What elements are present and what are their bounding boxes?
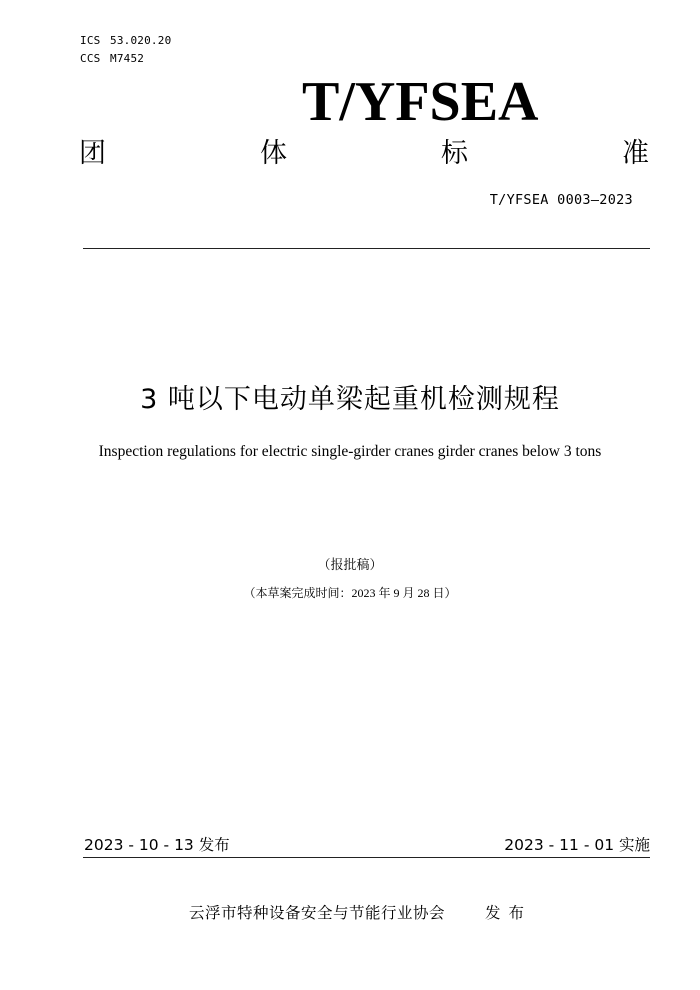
- standard-type-char: 体: [260, 138, 287, 169]
- ics-value: 53.020.20: [110, 34, 172, 47]
- publish-date: 2023 - 10 - 13 发布: [84, 836, 230, 854]
- ccs-label: CCS: [80, 52, 101, 65]
- ics-line: [80, 34, 171, 48]
- draft-completion-date: （本草案完成时间：2023 年 9 月 28 日）: [243, 586, 457, 600]
- standard-type-row: [79, 136, 649, 172]
- top-divider: [83, 248, 650, 249]
- document-title-english: Inspection regulations for electric single-girder cranes girder cranes below 3 tons: [98, 443, 602, 460]
- standard-code: T/YFSEA 0003—2023: [489, 192, 633, 208]
- ccs-value: M7452: [110, 52, 145, 65]
- publish-label: 发布: [485, 904, 533, 922]
- ccs-line: [80, 52, 144, 66]
- standard-type-char: 团: [79, 138, 106, 169]
- bottom-divider: [83, 857, 650, 858]
- standard-type-char: 准: [622, 138, 649, 169]
- implement-date: 2023 - 11 - 01 实施: [504, 836, 650, 854]
- standard-type-char: 标: [441, 138, 468, 169]
- association-logo-text: T/YFSEA: [302, 71, 539, 133]
- draft-status: （报批稿）: [317, 557, 383, 572]
- document-title-chinese: 3 吨以下电动单梁起重机检测规程: [140, 384, 560, 415]
- publisher-name: 云浮市特种设备安全与节能行业协会: [189, 904, 446, 922]
- ics-label: ICS: [80, 34, 101, 47]
